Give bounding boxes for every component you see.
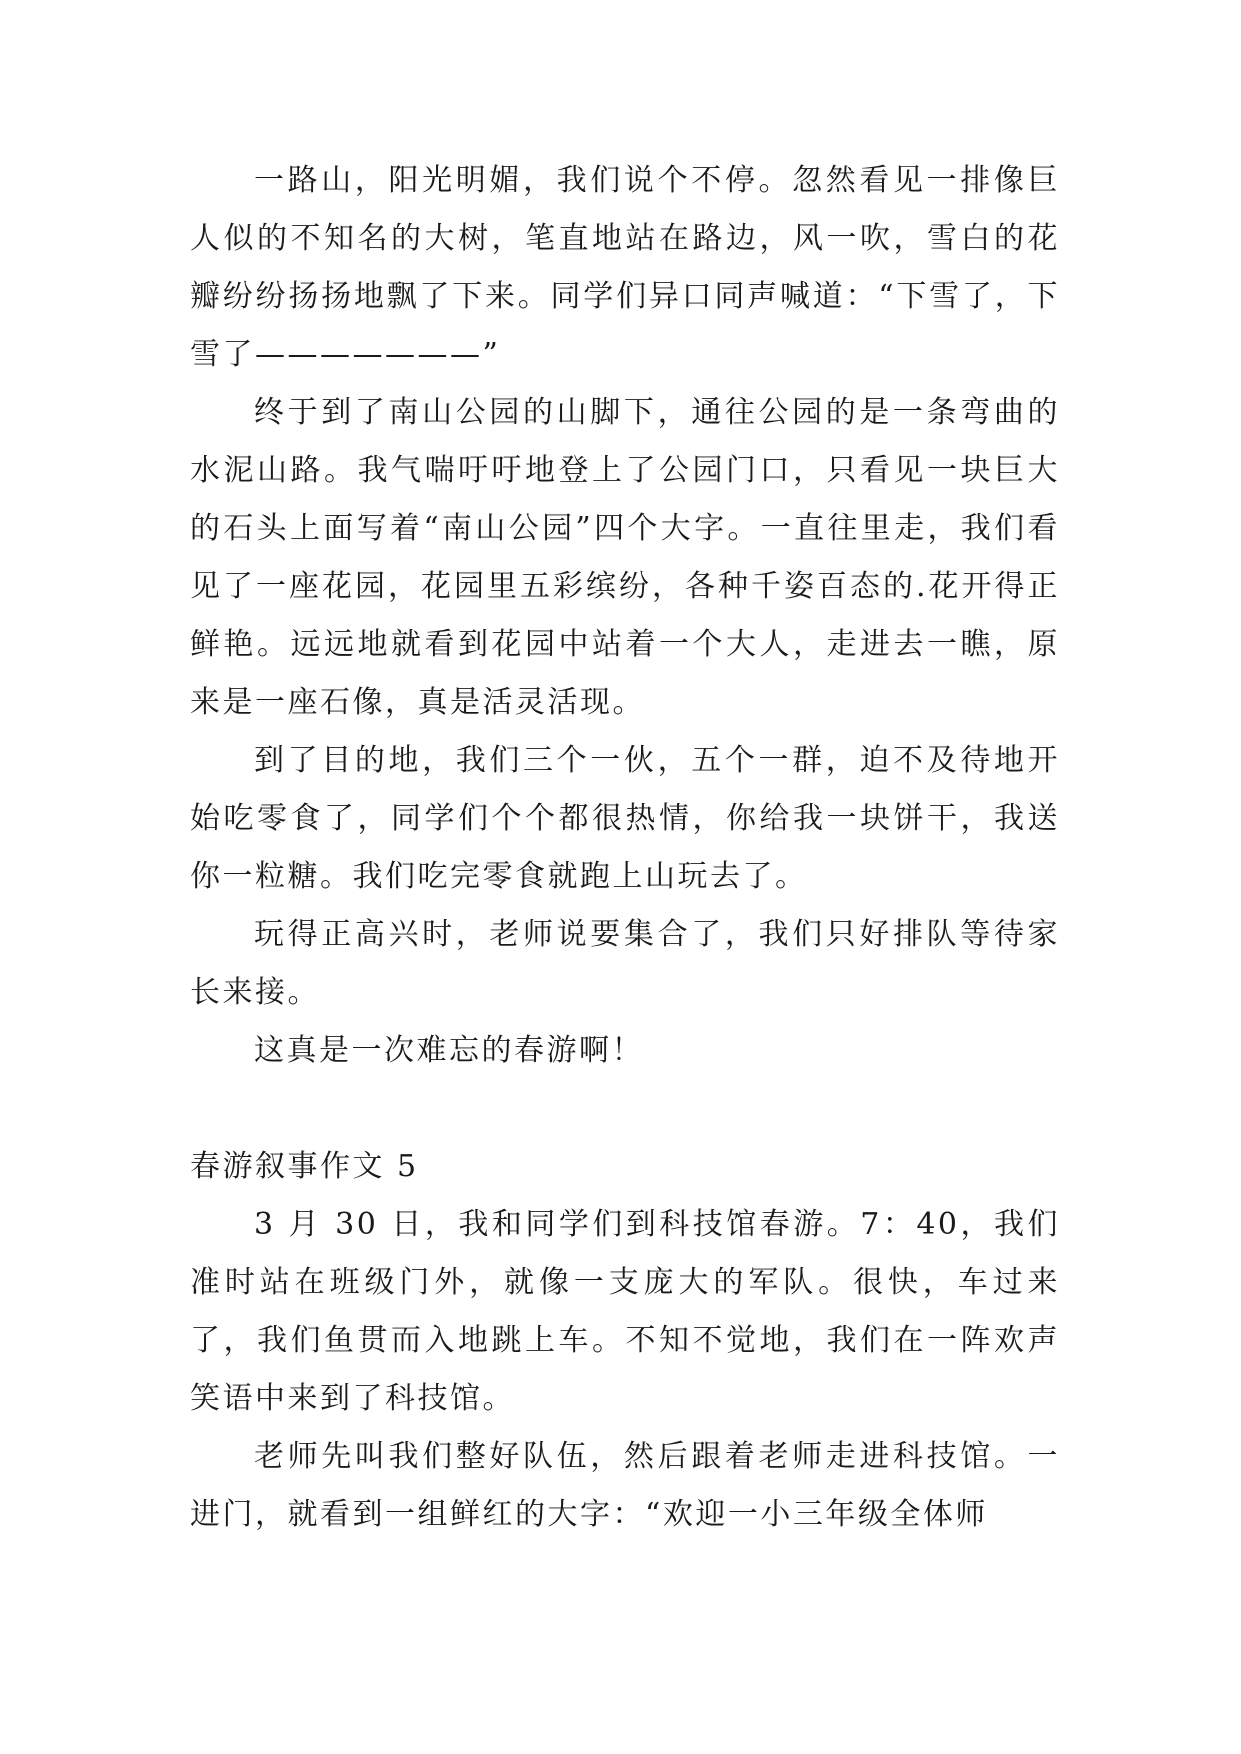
section-title: 春游叙事作文 5 (190, 1149, 419, 1184)
paragraph: 3 月 30 日，我和同学们到科技馆春游。7：40，我们准时站在班级门外，就像一支庞大的军队。很快，车过来了，我们鱼贯而入地跳上车。不知不觉地，我们在一阵欢声笑语中来到了科技馆。 (190, 1207, 1060, 1416)
paragraph: 一路山，阳光明媚，我们说个不停。忽然看见一排像巨人似的不知名的大树，笔直地站在路边，风一吹，雪白的花瓣纷纷扬扬地飘了下来。同学们异口同声喊道：“下雪了，下雪了———————” (190, 163, 1060, 372)
paragraph: 到了目的地，我们三个一伙，五个一群，迫不及待地开始吃零食了，同学们个个都很热情，你给我一块饼干，我送你一粒糖。我们吃完零食就跑上山玩去了。 (190, 743, 1060, 894)
document-page (190, 152, 1060, 1544)
paragraph: 老师先叫我们整好队伍，然后跟着老师走进科技馆。一进门，就看到一组鲜红的大字：“欢迎一小三年级全体师 (190, 1439, 1060, 1532)
paragraph: 终于到了南山公园的山脚下，通往公园的是一条弯曲的水泥山路。我气喘吁吁地登上了公园门口，只看见一块巨大的石头上面写着“南山公园”四个大字。一直往里走，我们看见了一座花园，花园里五彩缤纷，各种千姿百态的.花开得正鲜艳。远远地就看到花园中站着一个大人，走进去一瞧，原来是一座石像，真是活灵活现。 (190, 395, 1060, 720)
section-spacer (190, 1080, 1060, 1138)
paragraph: 玩得正高兴时，老师说要集合了，我们只好排队等待家长来接。 (190, 917, 1060, 1010)
paragraph: 这真是一次难忘的春游啊！ (254, 1033, 644, 1068)
